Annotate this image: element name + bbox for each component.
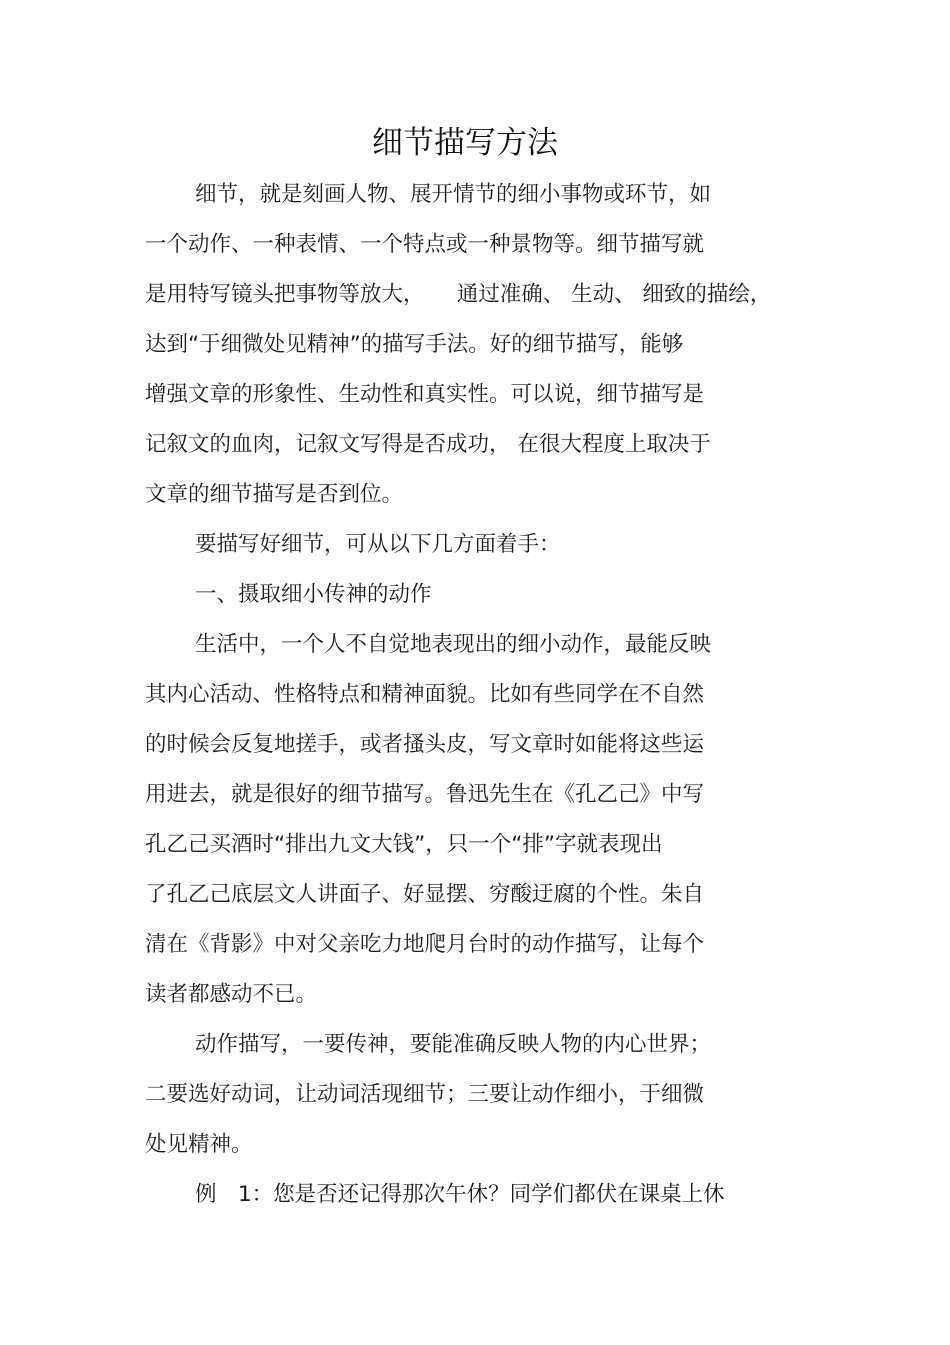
paragraph-line: 的时候会反复地搓手，或者搔头皮，写文章时如能将这些运 bbox=[145, 732, 705, 757]
paragraph-line: 孔乙己买酒时“排出九文大钱”，只一个“排”字就表现出 bbox=[145, 832, 663, 857]
paragraph-line: 用进去，就是很好的细节描写。鲁迅先生在《孔乙己》中写 bbox=[145, 782, 705, 807]
paragraph-line: 是用特写镜头把事物等放大， 通过准确、 生动、 细致的描绘， bbox=[145, 282, 772, 307]
paragraph-line: 了孔乙己底层文人讲面子、好显摆、穷酸迂腐的个性。朱自 bbox=[145, 882, 705, 907]
paragraph-line: 记叙文的血肉，记叙文写得是否成功， 在很大程度上取决于 bbox=[145, 432, 711, 457]
body-text bbox=[145, 170, 805, 1220]
paragraph-line: 二要选好动词，让动词活现细节；三要让动作细小，于细微 bbox=[145, 1082, 705, 1107]
paragraph-line: 文章的细节描写是否到位。 bbox=[145, 482, 404, 507]
section-heading: 一、摄取细小传神的动作 bbox=[195, 582, 432, 607]
paragraph-line: 一个动作、一种表情、一个特点或一种景物等。细节描写就 bbox=[145, 232, 705, 257]
paragraph-line: 达到“于细微处见精神”的描写手法。好的细节描写，能够 bbox=[145, 332, 684, 357]
paragraph-line: 清在《背影》中对父亲吃力地爬月台时的动作描写，让每个 bbox=[145, 932, 705, 957]
paragraph-line: 要描写好细节，可从以下几方面着手： bbox=[195, 532, 561, 557]
paragraph-line: 生活中，一个人不自觉地表现出的细小动作，最能反映 bbox=[195, 632, 712, 657]
paragraph-line: 处见精神。 bbox=[145, 1132, 253, 1157]
paragraph-line: 细节，就是刻画人物、展开情节的细小事物或环节，如 bbox=[195, 182, 712, 207]
paragraph-line: 动作描写，一要传神，要能准确反映人物的内心世界； bbox=[195, 1032, 712, 1057]
paragraph-line: 增强文章的形象性、生动性和真实性。可以说，细节描写是 bbox=[145, 382, 705, 407]
page-title: 细节描写方法 bbox=[372, 125, 558, 161]
paragraph-line: 读者都感动不已。 bbox=[145, 982, 318, 1007]
paragraph-line: 其内心活动、性格特点和精神面貌。比如有些同学在不自然 bbox=[145, 682, 705, 707]
example-line: 例 1：您是否还记得那次午休？同学们都伏在课桌上休 bbox=[195, 1182, 725, 1207]
